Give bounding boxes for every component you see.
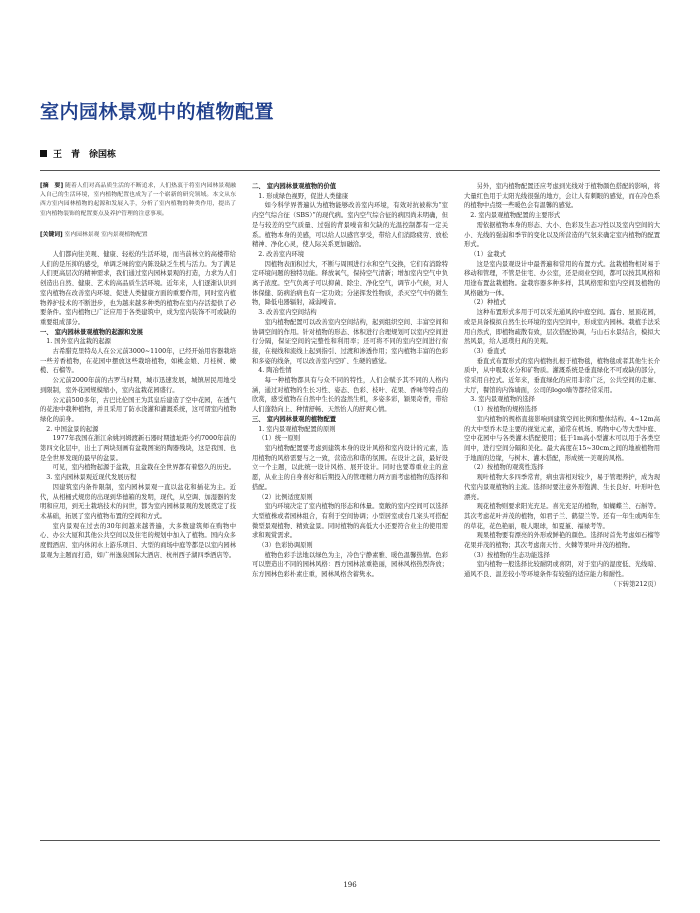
author-names: 王 青 徐国栋 [53, 150, 117, 160]
paragraph: 室内植物配置要考虑到建筑本身的设计风格和室内设计的元素，选用植物的风格需要与之一致，营造出和谐的氛围。在设计之前，最好设立一个主题，以此统一设计风格、展开设计。同时也要尊重业主的意愿，从业主的自身喜好和后期投入的管理精力两方面考虑植物的选择和搭配。 [252, 444, 448, 491]
paragraph: 需依据植物本身的形态、大小、色彩及生态习性以及室内空间的大小、光线的强弱和季节的变化以及所营造的气氛来确定室内植物的配置形式。 [464, 221, 660, 249]
column-3 [464, 182, 660, 832]
subsection-heading: 2. 室内景观植物配置的主要形式 [470, 212, 561, 220]
paragraph: 古希腊克里特岛人在公元前3000~1100年，已经开始用容器栽培一些芳香植物，在花园中摆放这些栽培植物，如桃金娘、月桂树、橄榄、石榴等。 [40, 348, 236, 375]
paragraph: 室内环境决定了室内植物的形态和体量。宽敞的室内空间可以选择大型植株或者园林组合，有利于空间协调；小型居室或台几案头可搭配微型景观植物、精致盆景。同时植物的高低大小还要符合业主的使用需求和观赏需求。 [252, 503, 448, 540]
column-1-body [40, 250, 236, 561]
subsection-heading: 3. 室内园林景观近现代发展历程 [46, 474, 137, 482]
abstract-label: [摘 要] [40, 183, 64, 189]
section-heading: 二、 室内园林景观植物的价值 [252, 183, 337, 190]
subsection-heading: 1. 室内景观植物配置的原则 [258, 425, 336, 433]
subsection-heading: 1. 形成绿色视野，促进人类健康 [258, 192, 349, 200]
subsection-heading: （3）色彩协调原则 [258, 542, 313, 550]
paragraph: 室内景观在过去的30年间越来越普遍，大多数建筑师在购物中心、办公大厦和其他公共空间以及住宅的规划中加入了植物。国内众多度假酒店、室内休闲水上游乐项目、大型的商场中庭等都是以室内园林景观为主题而打造，如广州逸泉国际大酒店、杭州西子湖四季酒店等。 [40, 522, 236, 559]
paragraph: 这是室内景观设计中最普遍和常用的布置方式。盆栽植物相对易于移动和管理，不管是住宅、办公室，还是商业空间，都可以按其风格和用途布置盆栽植物。盆栽容器多种多样，其风格需和室内空间及植物的风格融为一体。 [464, 260, 660, 297]
article-authors [40, 147, 116, 160]
subsection-heading: （1）按植物的规格选择 [470, 406, 538, 414]
bullet-square-icon [40, 150, 47, 157]
subsection-heading: （3）按植物的生态功能选择 [470, 551, 550, 559]
paragraph: 这种布置形式多用于可以采光通风的中庭空间。露台、屋顶花园，或是具备模拟自然生长环境的室内空间中，形成室内园林。栽植手法采用自然式，即植物疏散有致，层次搭配协调，与山石水景结合，模拟大然风景，给人返璞归真的美观。 [464, 309, 660, 346]
paragraph: 如今科学界普遍认为植物能够改善室内环境，有效对抗被称为“室内空气综合征（SBS）”的现代病。室内空气综合征的病因尚未明确，但是与较差的空气质量、过强的背景噪音和欠缺的光温控制都有一定关系。植物本身的美感，可以给人以感官享受，带给人们消除疲劳、放松精神、净化心灵，使人际关系更加融洽。 [252, 202, 448, 249]
keywords-label: [关键词] [40, 231, 63, 238]
column-2 [252, 182, 448, 832]
paragraph: 室内植物配置可以改善室内空间结构，起到组织空间、丰富空间和协调空间的作用。针对植物的形态、体积进行合理规划可以室内空间进行分隔，保证空间的完整性和利用率；还可将不同的室内空间进行衔接，在视线和流线上起到指引、过渡和渗透作用；室内植物丰富的色彩和多姿的线条，可以改善室内空旷、生硬的感觉。 [252, 318, 448, 365]
subsection-heading: 2. 改善室内环境 [258, 250, 305, 258]
paragraph: 公元前500多年，古巴比伦国王为其皇后建造了空中花园，在透气的花池中栽种植物，并且采用了防水浇灌和灌溉系统，这可谓室内植物绿化的前身。 [40, 396, 236, 423]
abstract [40, 182, 236, 219]
keywords-text: 室内园林景观 室内景观植物配置 [64, 231, 148, 238]
paragraph: 观果植物要有漂亮的外形或鲜艳的颜色。选择时首先考虑如石榴等花果并茂的植物；其次考虑南天竹、火棘等果叶并茂的植物。 [464, 532, 660, 550]
paragraph: 公元前2000年前的古罗马时期，城市迅速发展，城镇居民用地受到限制，室外花园规模缩小，室内盆栽花园盛行。 [40, 377, 236, 394]
paragraph: 可见，室内植物起源于盆栽，且盆栽在全世界都有着悠久的历史。 [52, 464, 236, 472]
abstract-text: 随着人们对高品质生活的不断追求，人们热衷于将室内园林景观融入自己的生活环境，室内植物配置也成为了一个崭新的研究领域。本文从东西方室内园林植物的起源和发展入手，分析了室内植物的种类作用，提出了室内植物装饰的配置要点及养护管理的注意事项。 [40, 183, 236, 217]
subsection-heading: （2）比例适度原则 [258, 493, 313, 501]
paragraph: 观叶植物大多四季常青，病虫害相对较少，易于管理养护，成为现代室内景观植物的主流。选择时要注意外形饱满、生长良好、叶形叶色漂亮。 [464, 474, 660, 501]
keywords [40, 231, 236, 240]
section-heading: 一、 室内园林景观植物的起源和发展 [40, 328, 143, 336]
subsection-heading: （2）种植式 [470, 299, 506, 307]
paragraph: 因建筑室内条件限制，室内园林景观一直以盆花和插花为主。近代，从相桶式规房的出现到华德箱的发明，现代，从空调、加湿器的发明和应用，到无土栽培技术的问世，都为室内园林景观的发展奠定了技术基础，拓展了室内植物布置的空间和方式。 [40, 483, 236, 520]
paragraph: 每一种植物都具有与众不同的特性，人们会赋予其不同的人格内涵，通过对植物的生长习性、姿态、色彩、枝叶、花果、香味等特点的欣赏，感受植物在自然中生长的盎然生机，多姿多彩，颖果奇香，带给人们蓬勃向上、种情舒畅、天然怡人的舒爽心情。 [252, 377, 448, 414]
subsection-heading: 1. 国外室内盆栽的起源 [46, 338, 111, 346]
subsection-heading: 3. 室内景观植物的选择 [470, 396, 535, 404]
paragraph: 观花植物则要求阳光充足。喜光充足的植物，如蝴蝶兰、石斛等。其次考虑花叶并茂的植物，如君子兰、鹤望兰等。还有一年生或两年生的草花，花色艳丽，吸人眼球，如夏堇、福禄考等。 [464, 503, 660, 530]
rule-top [40, 170, 660, 171]
subsection-heading: （2）按植物的观赏性选择 [470, 464, 544, 472]
paragraph: 植物色彩手法地以绿色为主，冷色宁静素雅、暖色温馨热情。色彩可以塑造出不同的园林风格：西方园林浓重艳丽，园林风格热烈奔放；东方园林色彩朴素庄重，园林风格含蓄隽永。 [252, 551, 448, 579]
paragraph: 人们都向往美观、健康、轻松的生活环境，而当前林立的高楼带给人们的是压抑的感受，单调乏味的室内陈设缺乏生机与活力。为了满足人们更高层次的精神需求，我们通过室内园林景观的打造，力求为人们创造出自然、健康、艺术的高品质生活环境。近年来，人们逐渐认识到室内植物在改善室内环境、促进人类健康方面的重要作用，同时室内植物养护技术的不断进步，也为越来越多种类的植物在室内存活提供了必要条件。室内植物已广泛应用于各类建筑中，成为室内装饰不可或缺的重要组成部分。 [40, 251, 236, 326]
section-heading: 三、 室内园林景观的植物配置 [252, 415, 337, 423]
subsection-heading: （3）垂直式 [470, 347, 506, 355]
article-title: 室内园林景观中的植物配置 [40, 101, 275, 123]
rule-bottom [40, 840, 660, 841]
paragraph: 1977年我国在浙江余姚河姆渡新石器时期遗址距今约7000年前的第四文化层中，出土了两块刻画有盆栽图案的陶器残块，这是我国、也是全世界发现的最早的盆景。 [40, 435, 236, 462]
subsection-heading: 4. 陶冶性情 [258, 367, 292, 375]
page-number: 196 [343, 881, 357, 889]
column-1 [40, 182, 236, 832]
paragraph: 另外，室内植物配置还应考虑到光线对于植物颜色搭配的影响，将大量红色用于太阳光线很强的地方，会让人有刺眼的感觉，而在冷色系的植物中点缀一些暖色会有温馨的感觉。 [464, 183, 660, 210]
subsection-heading: 2. 中国盆景的起源 [46, 425, 99, 433]
subsection-heading: 3. 改善室内空间结构 [258, 309, 317, 317]
subsection-heading: （1）统一原则 [258, 435, 301, 443]
paragraph: 因植物表面积过大，不断与周围进行水和空气交换，它们有消除特定环境问题的独特功能。释放氧气，保持空气清新；增加室内空气中负离子浓度。空气负离子可以抑菌、除尘、净化空气，调节小气候，对人体保健、防病治病也有一定功效；分泌挥发性物质，杀灭空气中的微生物，降低电器辐射，减弱噪音。 [252, 260, 448, 307]
paragraph: 室内植物的规格直接影响到建筑空间比例和整体结构。4~12m高的大中型乔木是主要的视觉元素，通常在机场、购物中心等大型中庭、空中花园中与各类灌木搭配使用；低于1m高小型灌木可以用于各类空间中，进行空间分隔和美化。最大高度在15~30cm之间的地被植物用于地面的边缘，与树木、灌木搭配，形成统一美观的风格。 [464, 415, 660, 462]
paragraph: 室内植物一般选择比较耐阴或喜阴，对于室内的湿度低、光线暗、通风不良、温差较小等环境条件有较强的适应能力和耐性。 [464, 561, 660, 579]
paragraph: 垂直式布置形式的室内植物扎根于植物毯，植物毯或者其他生长介质中，从中吸取水分和矿物质。灌溉系统是垂直绿化不可或缺的部分，常采用自控式。近年来，垂直绿化的应用非常广泛，公共空间的走廊、大厅，餐馆的内饰墙面，公司的logo墙等都经常采用。 [464, 357, 660, 394]
continued-note: （下转第212页） [610, 580, 660, 588]
subsection-heading: （1）盆栽式 [470, 250, 506, 258]
